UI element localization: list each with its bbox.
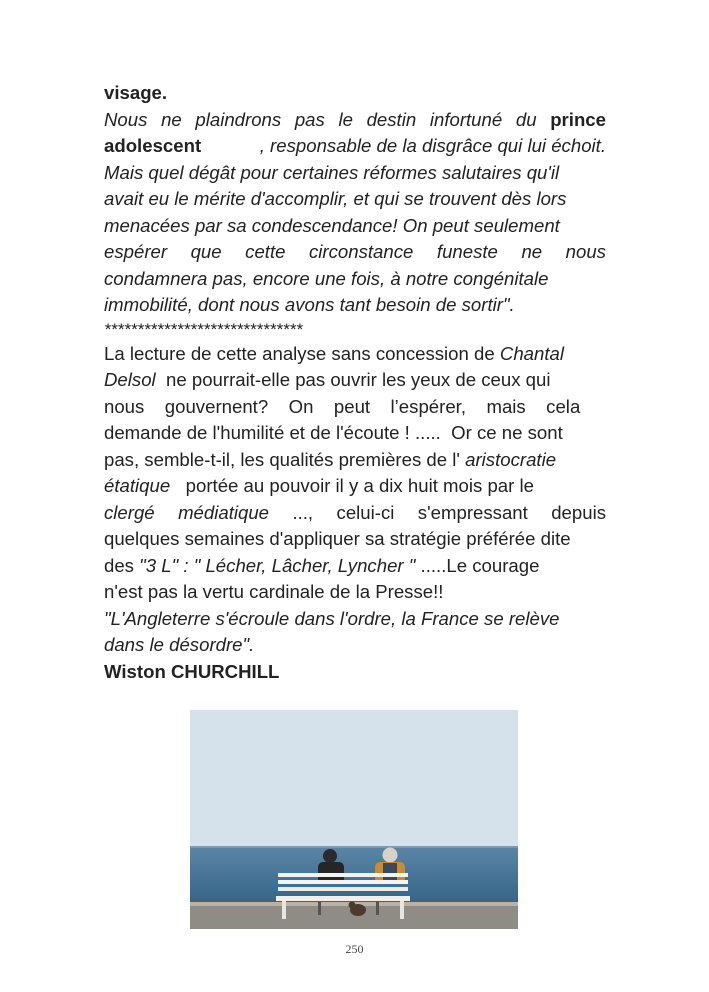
- text-line: demande de l'humilité et de l'écoute ! ..... Or ce ne sont: [104, 422, 563, 443]
- quote-line: dans le désordre".: [104, 634, 255, 655]
- page-number: 250: [345, 942, 364, 956]
- quote-author: Wiston CHURCHILL: [104, 660, 280, 682]
- text-line: visage.: [104, 82, 168, 103]
- quote-line: "L'Angleterre s'écroule dans l'ordre, la France se relève: [104, 607, 560, 629]
- text-line: adolescent , responsable de la disgrâce qui lui échoit.: [104, 135, 606, 156]
- sky: [190, 710, 518, 848]
- seaside-bench-photo: [190, 710, 518, 929]
- text-line: immobilité, dont nous avons tant besoin de sortir".: [104, 294, 515, 315]
- text-line: des "3 L" : " Lécher, Lâcher, Lyncher " .....Le courage: [104, 554, 540, 576]
- text-line: menacées par sa condescendance! On peut seulement: [104, 214, 560, 236]
- text-line: Nous ne plaindrons pas le destin infortuné du prince: [104, 108, 606, 130]
- text-line: étatique portée au pouvoir il y a dix huit mois par le: [104, 475, 534, 496]
- text-line: nous gouvernent? On peut l’espérer, mais cela: [104, 395, 581, 417]
- text-line: quelques semaines d'appliquer sa stratégie préférée dite: [104, 528, 571, 549]
- separator: ******************************: [104, 319, 303, 339]
- text-line: La lecture de cette analyse sans concession de Chantal: [104, 342, 564, 364]
- horizon: [190, 846, 518, 848]
- text-line: condamnera pas, encore une fois, à notre congénitale: [104, 267, 549, 289]
- text-line: Mais quel dégât pour certaines réformes salutaires qu'il: [104, 161, 560, 183]
- text-line: espérer que cette circonstance funeste ne nous: [104, 241, 606, 262]
- article-text: [104, 80, 606, 685]
- text-line: Delsol ne pourrait-elle pas ouvrir les yeux de ceux qui: [104, 369, 551, 390]
- photo-illustration: [190, 710, 518, 929]
- text-line: pas, semble-t-il, les qualités premières de l' aristocratie: [104, 448, 557, 470]
- text-line: n'est pas la vertu cardinale de la Presse!!: [104, 581, 444, 602]
- text-line: clergé médiatique ..., celui-ci s'empressant depuis: [104, 501, 606, 523]
- text-line: avait eu le mérite d'accomplir, et qui se trouvent dès lors: [104, 188, 567, 209]
